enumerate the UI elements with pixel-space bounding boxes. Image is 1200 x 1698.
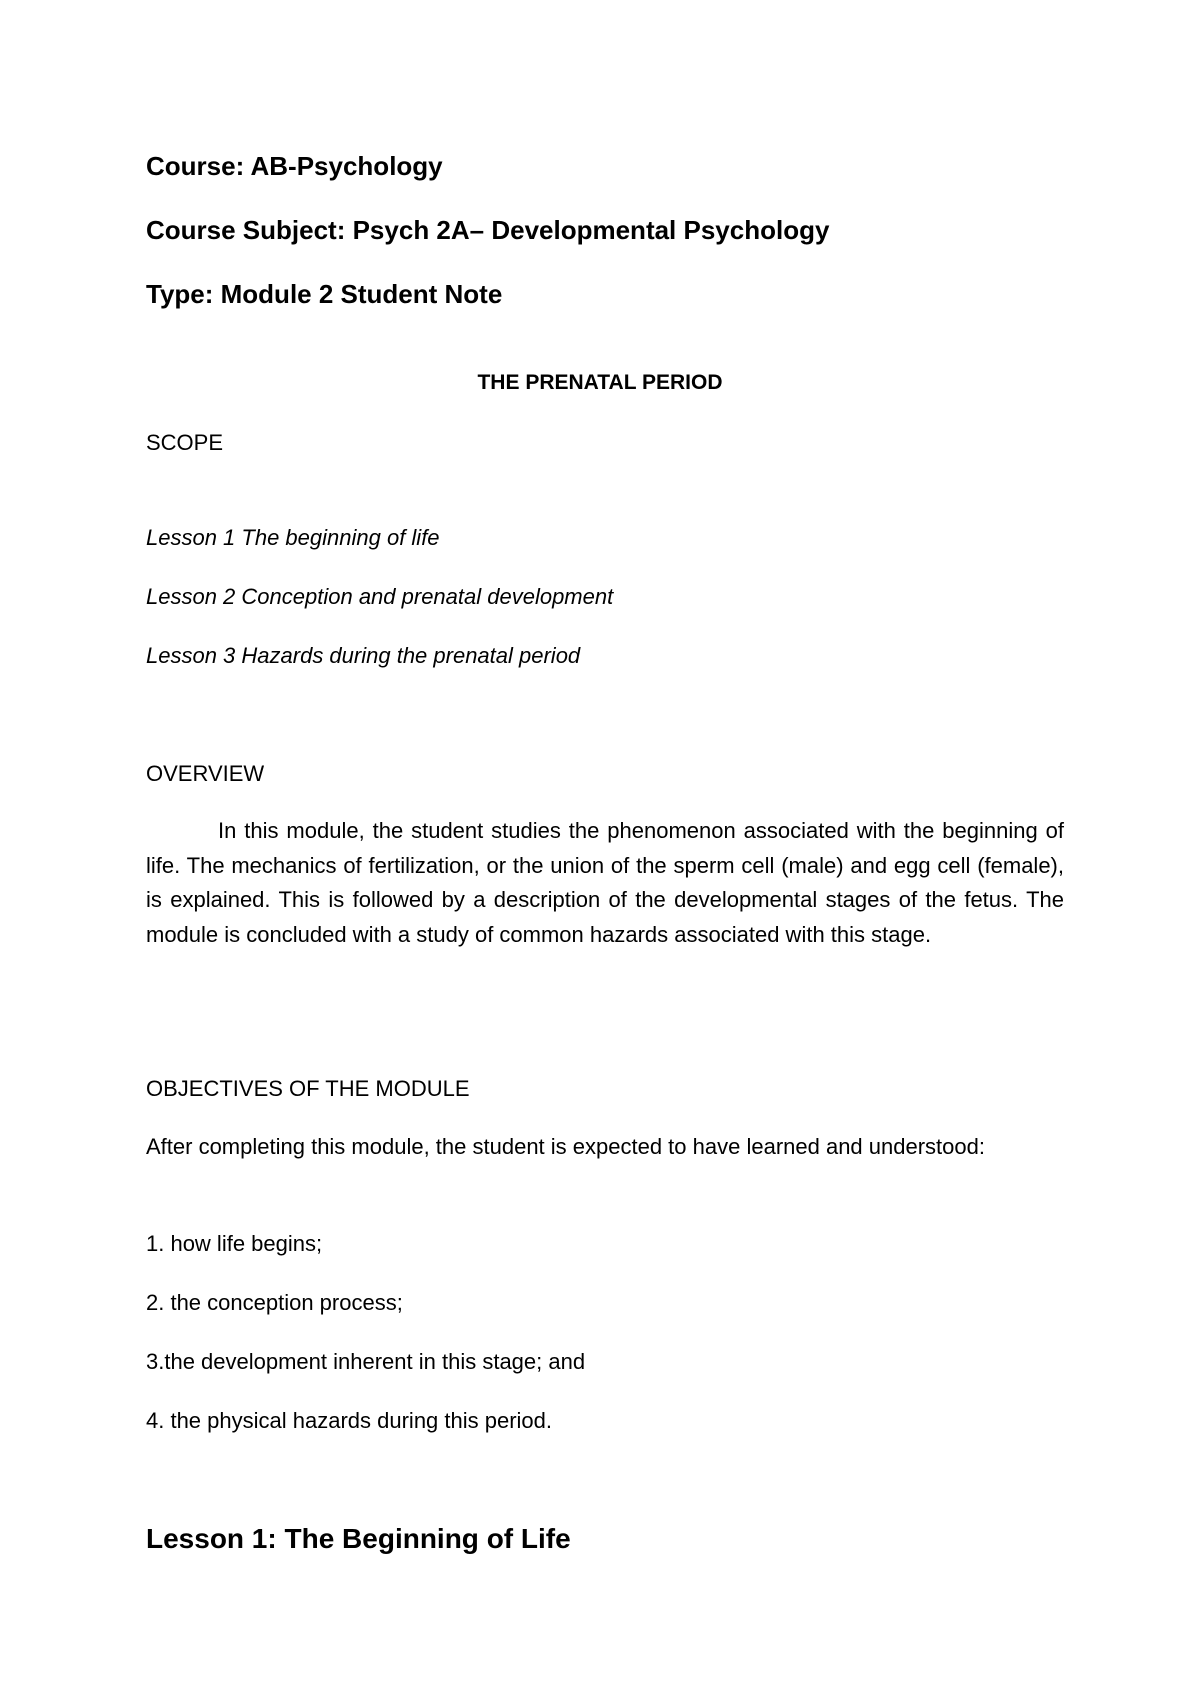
objective-item-2: 2. the conception process; <box>146 1290 403 1315</box>
course-subject-line: Course Subject: Psych 2A– Developmental Psychology <box>146 215 830 245</box>
scope-heading: SCOPE <box>146 430 224 455</box>
scope-lesson-2: Lesson 2 Conception and prenatal development <box>146 584 614 609</box>
document-title: THE PRENATAL PERIOD <box>477 371 723 394</box>
scope-lesson-3: Lesson 3 Hazards during the prenatal period <box>146 643 581 668</box>
course-line: Course: AB-Psychology <box>146 151 443 181</box>
type-line: Type: Module 2 Student Note <box>146 279 503 309</box>
objectives-intro: After completing this module, the student is expected to have learned and understood: <box>146 1134 985 1159</box>
overview-heading: OVERVIEW <box>146 761 265 786</box>
objective-item-1: 1. how life begins; <box>146 1231 323 1256</box>
overview-paragraph: In this module, the student studies the phenomenon associated with the beginning of life. The mechanics of fertilization, or the union of the sperm cell (male) and egg cell (female), is explained. This is followed by a description of the developmental stages of the fetus. The module is concluded with a study of common hazards associated with this stage. <box>146 818 1064 947</box>
scope-lesson-1: Lesson 1 The beginning of life <box>146 525 440 550</box>
objective-item-3: 3.the development inherent in this stage; and <box>146 1349 586 1374</box>
objectives-heading: OBJECTIVES OF THE MODULE <box>146 1076 470 1101</box>
objective-item-4: 4. the physical hazards during this period. <box>146 1408 553 1433</box>
lesson-1-heading: Lesson 1: The Beginning of Life <box>146 1523 571 1554</box>
